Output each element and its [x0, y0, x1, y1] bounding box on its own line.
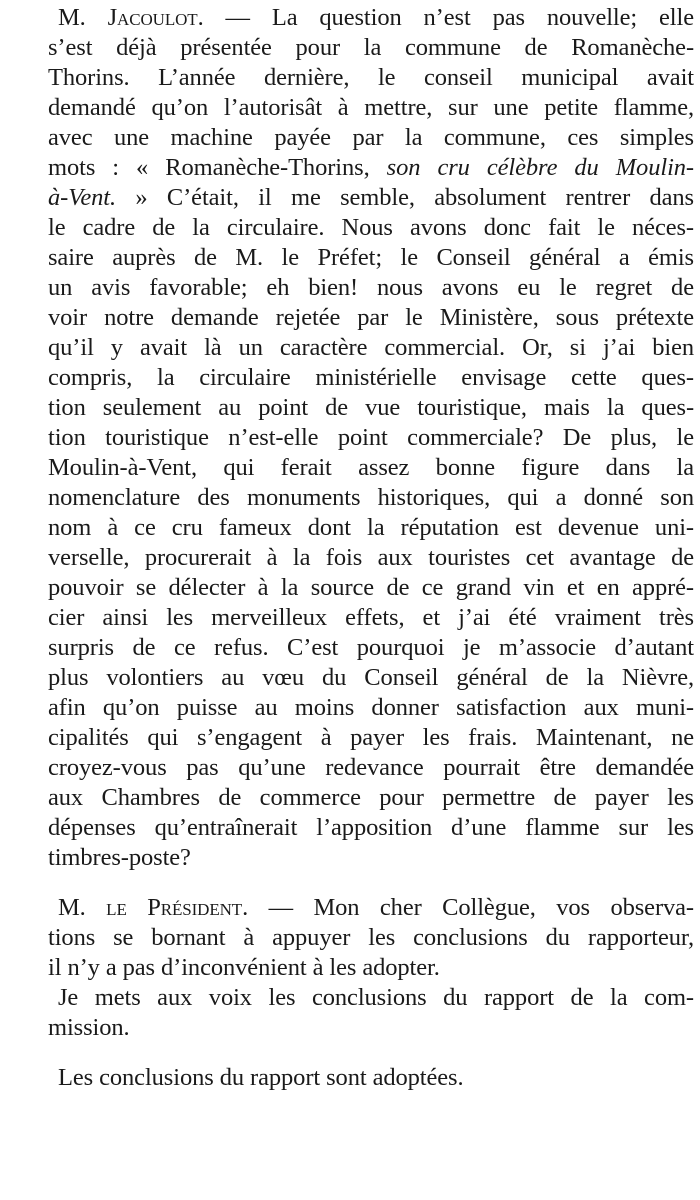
text-line: demandé qu’on l’autorisât à mettre, sur une petite flamme, — [48, 94, 694, 121]
text-line: M. Jacoulot. — La question n’est pas nouvelle; elle — [58, 4, 694, 31]
text-line: voir notre demande rejetée par le Ministère, sous prétexte — [48, 304, 694, 331]
text-line: Thorins. L’année dernière, le conseil municipal avait — [48, 64, 694, 91]
text-line: qu’il y avait là un caractère commercial. Or, si j’ai bien — [48, 334, 694, 361]
text-line: pouvoir se délecter à la source de ce grand vin et en appré- — [48, 574, 694, 601]
italic-text: son cru célèbre du Moulin- — [386, 154, 694, 181]
text-line: Les conclusions du rapport sont adoptées. — [58, 1064, 464, 1091]
text-line: mots : « Romanèche-Thorins, son cru célèbre du Moulin- — [48, 154, 694, 181]
text-line: s’est déjà présentée pour la commune de Romanèche- — [48, 34, 694, 61]
text-line: tions se bornant à appuyer les conclusions du rapporteur, — [48, 924, 694, 951]
text-line: tion seulement au point de vue touristique, mais la ques- — [48, 394, 694, 421]
text-line: dépenses qu’entraînerait l’apposition d’une flamme sur les — [48, 814, 694, 841]
text-line: il n’y a pas d’inconvénient à les adopter. — [48, 954, 440, 981]
text-line: Je mets aux voix les conclusions du rapport de la com- — [58, 984, 694, 1011]
text-line: verselle, procurerait à la fois aux touristes cet avantage de — [48, 544, 694, 571]
text-line: Moulin-à-Vent, qui ferait assez bonne figure dans la — [48, 454, 694, 481]
speaker-name: M. Jacoulot. — [58, 4, 204, 31]
text-line: saire auprès de M. le Préfet; le Conseil général a émis — [48, 244, 694, 271]
text-line: timbres-poste? — [48, 844, 191, 871]
italic-text: à-Vent. — [48, 184, 117, 211]
text-line: cier ainsi les merveilleux effets, et j’ai été vraiment très — [48, 604, 694, 631]
text-line: plus volontiers au vœu du Conseil général de la Nièvre, — [48, 664, 694, 691]
text-line: à-Vent. » C’était, il me semble, absolument rentrer dans — [48, 184, 694, 211]
text-line: le cadre de la circulaire. Nous avons donc fait le néces- — [48, 214, 694, 241]
text-line: nomenclature des monuments historiques, qui a donné son — [48, 484, 694, 511]
text-line: aux Chambres de commerce pour permettre de payer les — [48, 784, 694, 811]
text-line: surpris de ce refus. C’est pourquoi je m’associe d’autant — [48, 634, 694, 661]
text-line: mission. — [48, 1014, 130, 1041]
text-line: afin qu’on puisse au moins donner satisfaction aux muni- — [48, 694, 694, 721]
text-line: tion touristique n’est-elle point commerciale? De plus, le — [48, 424, 694, 451]
text-line: un avis favorable; eh bien! nous avons eu le regret de — [48, 274, 694, 301]
text-line: avec une machine payée par la commune, ces simples — [48, 124, 694, 151]
text-line: nom à ce cru fameux dont la réputation est devenue uni- — [48, 514, 694, 541]
text-line: croyez-vous pas qu’une redevance pourrait être demandée — [48, 754, 694, 781]
text-line: cipalités qui s’engagent à payer les frais. Maintenant, ne — [48, 724, 694, 751]
text-line: compris, la circulaire ministérielle envisage cette ques- — [48, 364, 694, 391]
text-line: M. le Président. — Mon cher Collègue, vos observa- — [58, 894, 694, 921]
speaker-name: M. le Président. — [58, 894, 249, 921]
